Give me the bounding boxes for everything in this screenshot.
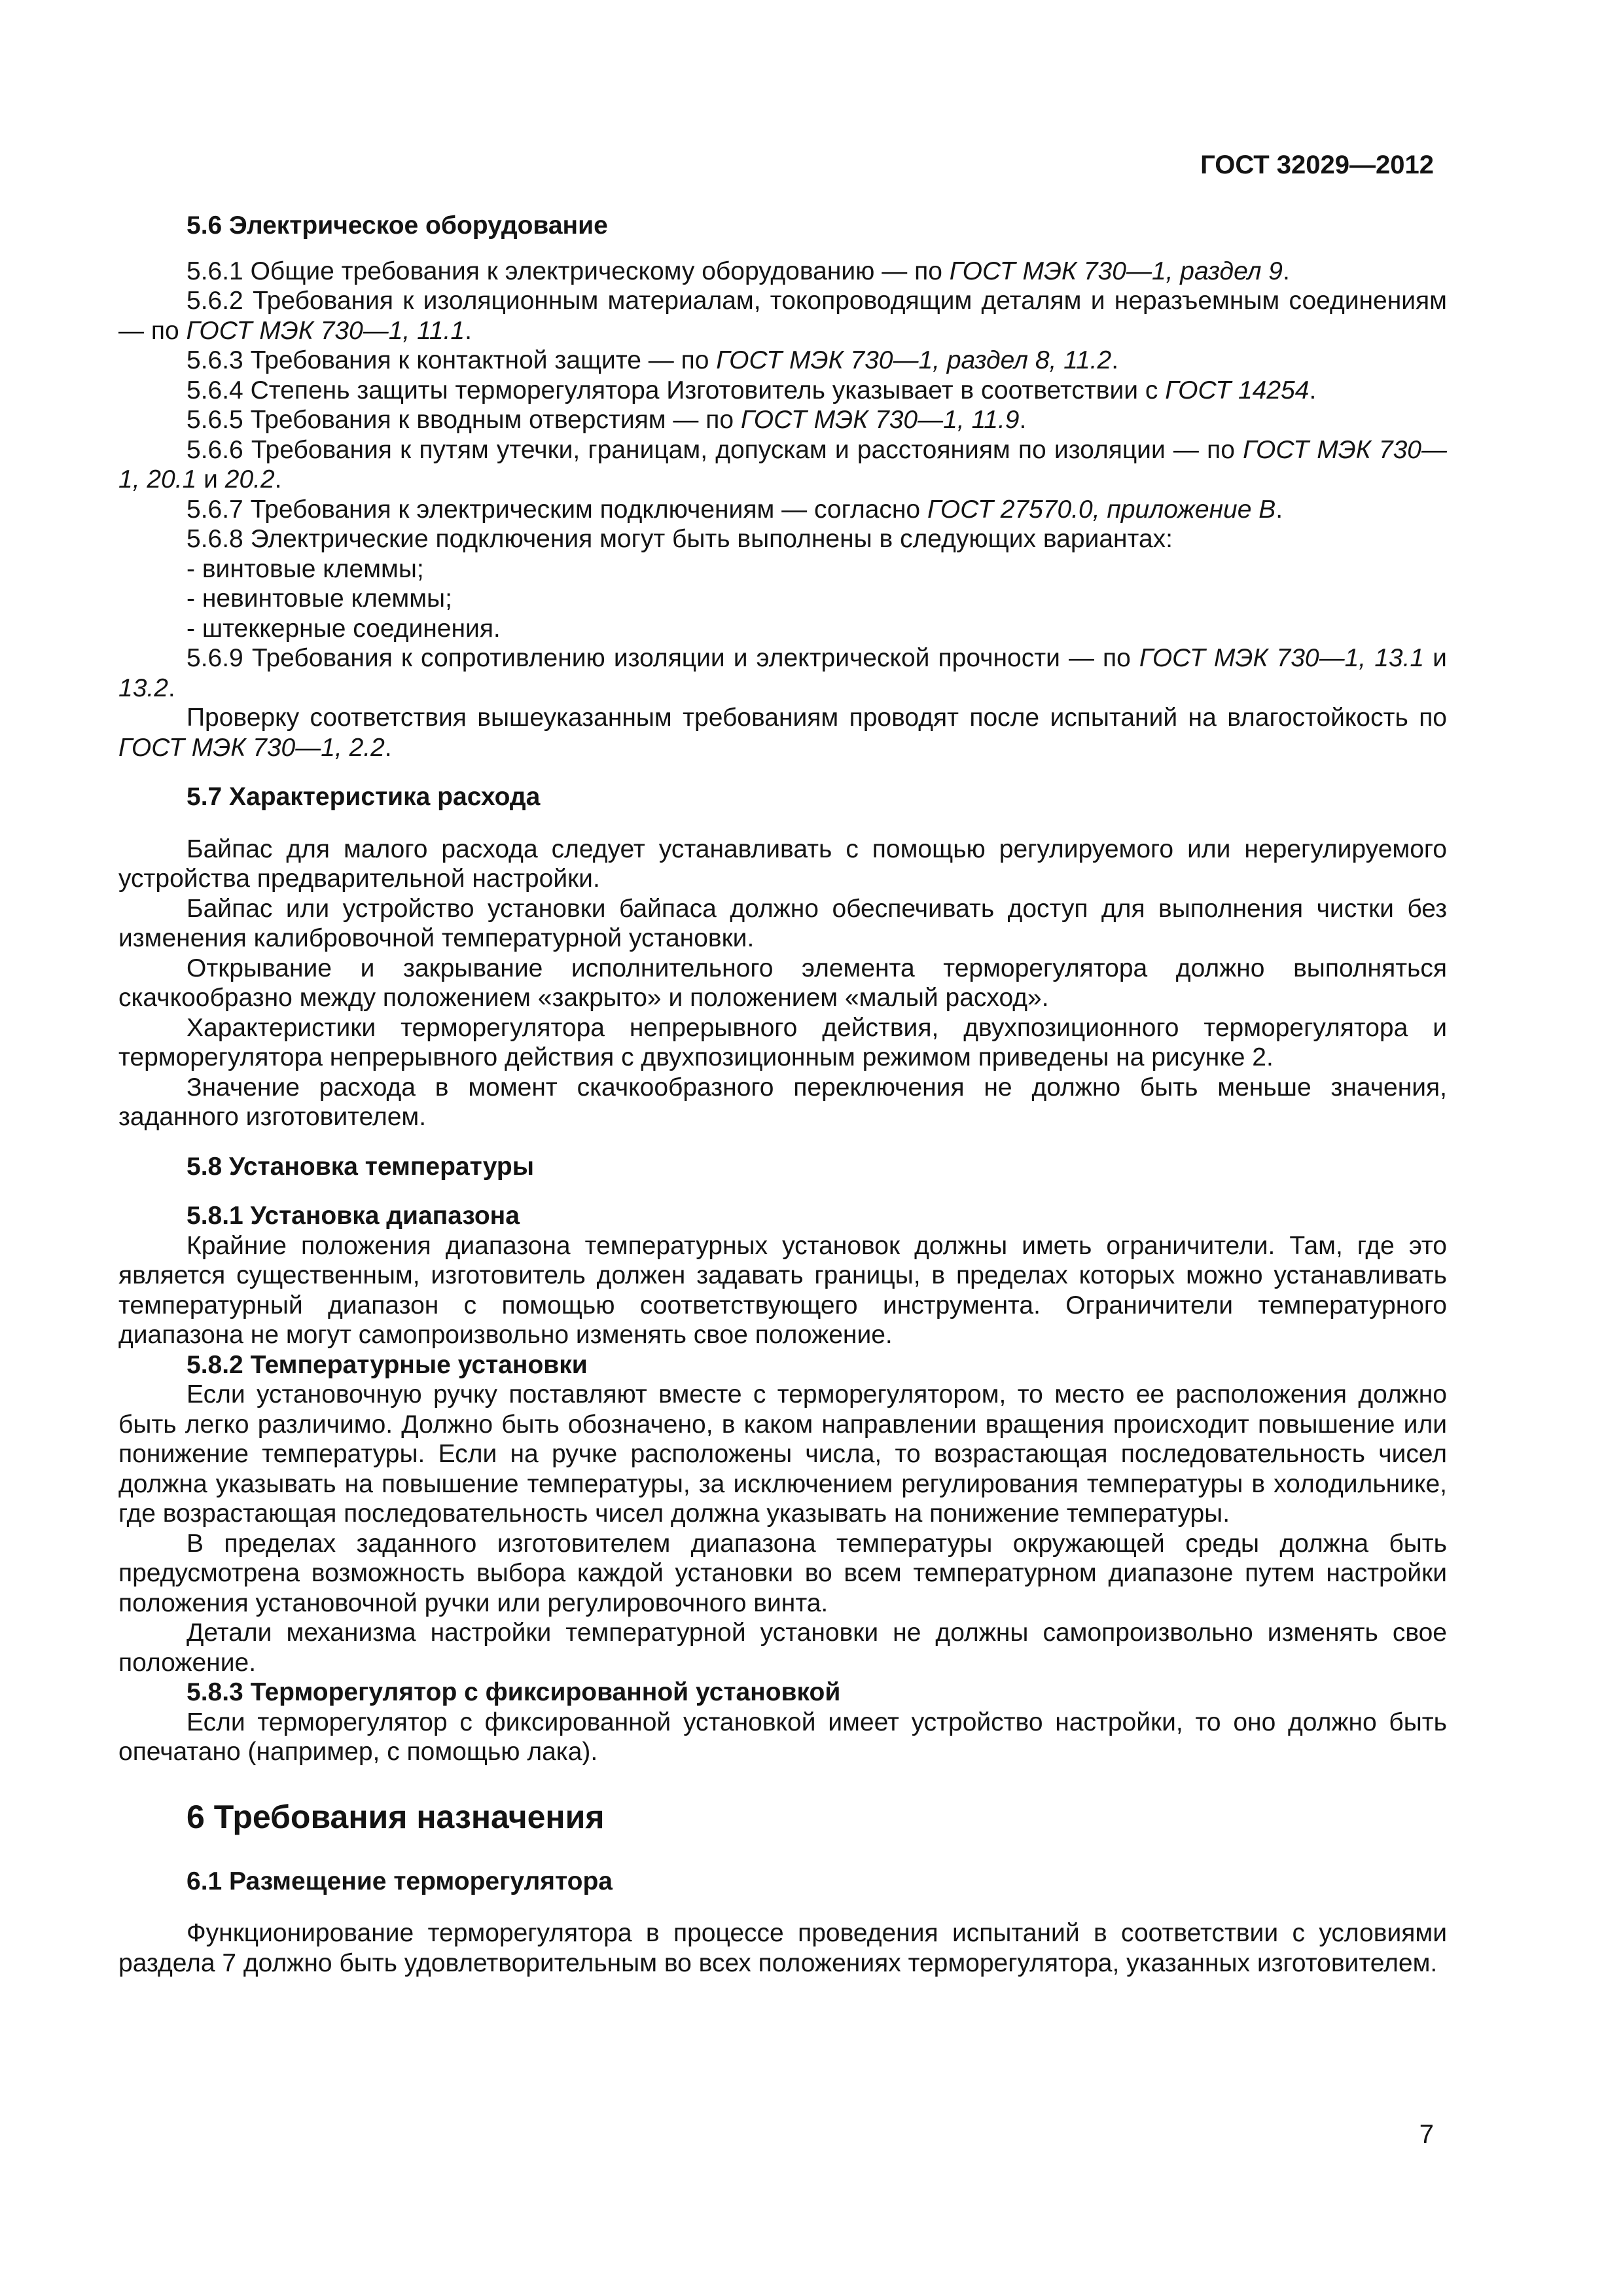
paragraph: Байпас или устройство установки байпаса должно обеспечивать доступ для выполнения чистки без изменения калибровочной температурной установки. (118, 894, 1447, 952)
clause-5-6-9: 5.6.9 Требования к сопротивлению изоляции и электрической прочности — по ГОСТ МЭК 730—1, 13.1 и 13.2. (118, 644, 1447, 702)
list-item: - невинтовые клеммы; (187, 584, 452, 613)
section-5-8-3-heading: 5.8.3 Терморегулятор с фиксированной установкой (187, 1678, 841, 1706)
section-5-8-2-heading: 5.8.2 Температурные установки (187, 1350, 588, 1379)
paragraph: Детали механизма настройки температурной установки не должны самопроизвольно изменять свое положение. (118, 1619, 1447, 1677)
paragraph: Открывание и закрывание исполнительного элемента терморегулятора должно выполняться скачкообразно между положением «закрыто» и положением «малый расход». (118, 954, 1447, 1012)
paragraph: Если установочную ручку поставляют вместе с терморегулятором, то место ее расположения должно быть легко различимо. Должно быть обозначено, в каком направлении вращения происходит повышение или понижение температуры. Если на ручке расположены числа, то возрастающая последовательность чисел должна указывать на повышение температуры, за исключением регулирования температуры в холодильнике, где возрастающая последовательность чисел должна указывать на понижение температуры. (118, 1380, 1447, 1528)
clause-5-6-1: 5.6.1 Общие требования к электрическому оборудованию — по ГОСТ МЭК 730—1, раздел 9. (187, 257, 1290, 285)
clause-5-6-2: 5.6.2 Требования к изоляционным материалам, токопроводящим деталям и неразъемным соединениям — по ГОСТ МЭК 730—1, 11.1. (118, 287, 1447, 345)
list-item: - штеккерные соединения. (187, 614, 501, 643)
section-6-1-heading: 6.1 Размещение терморегулятора (187, 1867, 613, 1895)
verification-paragraph: Проверку соответствия вышеуказанным требованиям проводят после испытаний на влагостойкость по ГОСТ МЭК 730—1, 2.2. (118, 704, 1447, 762)
paragraph: Функционирование терморегулятора в процессе проведения испытаний в соответствии с условиями раздела 7 должно быть удовлетворительным во всех положениях терморегулятора, указанных изготовителем. (118, 1919, 1447, 1977)
page-content (118, 211, 1447, 1978)
page-number: 7 (1419, 2120, 1434, 2149)
paragraph: В пределах заданного изготовителем диапазона температуры окружающей среды должна быть предусмотрена возможность выбора каждой установки во всем температурном диапазоне путем настройки положения установочной ручки или регулировочного винта. (118, 1529, 1447, 1617)
section-6-heading: 6 Требования назначения (187, 1798, 605, 1835)
clause-5-6-7: 5.6.7 Требования к электрическим подключениям — согласно ГОСТ 27570.0, приложение В. (187, 495, 1283, 524)
clause-5-6-4: 5.6.4 Степень защиты терморегулятора Изготовитель указывает в соответствии с ГОСТ 14254. (187, 376, 1317, 404)
section-5-8-heading: 5.8 Установка температуры (187, 1152, 534, 1181)
section-5-8-1-heading: 5.8.1 Установка диапазона (187, 1202, 520, 1230)
paragraph: Значение расхода в момент скачкообразного переключения не должно быть меньше значения, заданного изготовителем. (118, 1073, 1447, 1131)
clause-5-6-6: 5.6.6 Требования к путям утечки, границам, допускам и расстояниям по изоляции — по ГОСТ МЭК 730—1, 20.1 и 20.2. (118, 435, 1447, 493)
standard-header: ГОСТ 32029—2012 (1200, 151, 1434, 179)
list-item: - винтовые клеммы; (187, 554, 424, 583)
paragraph: Байпас для малого расхода следует устанавливать с помощью регулируемого или нерегулируемого устройства предварительной настройки. (118, 834, 1447, 893)
paragraph: Если терморегулятор с фиксированной установкой имеет устройство настройки, то оно должно быть опечатано (например, с помощью лака). (118, 1708, 1447, 1766)
clause-5-6-8: 5.6.8 Электрические подключения могут быть выполнены в следующих вариантах: (187, 525, 1173, 553)
section-5-6-heading: 5.6 Электрическое оборудование (187, 211, 608, 240)
paragraph: Крайние положения диапазона температурных установок должны иметь ограничители. Там, где это является существенным, изготовитель должен задавать границы, в пределах которых можно устанавливать температурный диапазон с помощью соответствующего инструмента. Ограничители температурного диапазона не могут самопроизвольно изменять свое положение. (118, 1231, 1447, 1349)
clause-5-6-5: 5.6.5 Требования к вводным отверстиям — по ГОСТ МЭК 730—1, 11.9. (187, 406, 1027, 434)
paragraph: Характеристики терморегулятора непрерывного действия, двухпозиционного терморегулятора и терморегулятора непрерывного действия с двухпозиционным режимом приведены на рисунке 2. (118, 1013, 1447, 1071)
section-5-7-heading: 5.7 Характеристика расхода (187, 783, 541, 811)
clause-5-6-3: 5.6.3 Требования к контактной защите — по ГОСТ МЭК 730—1, раздел 8, 11.2. (187, 346, 1119, 374)
